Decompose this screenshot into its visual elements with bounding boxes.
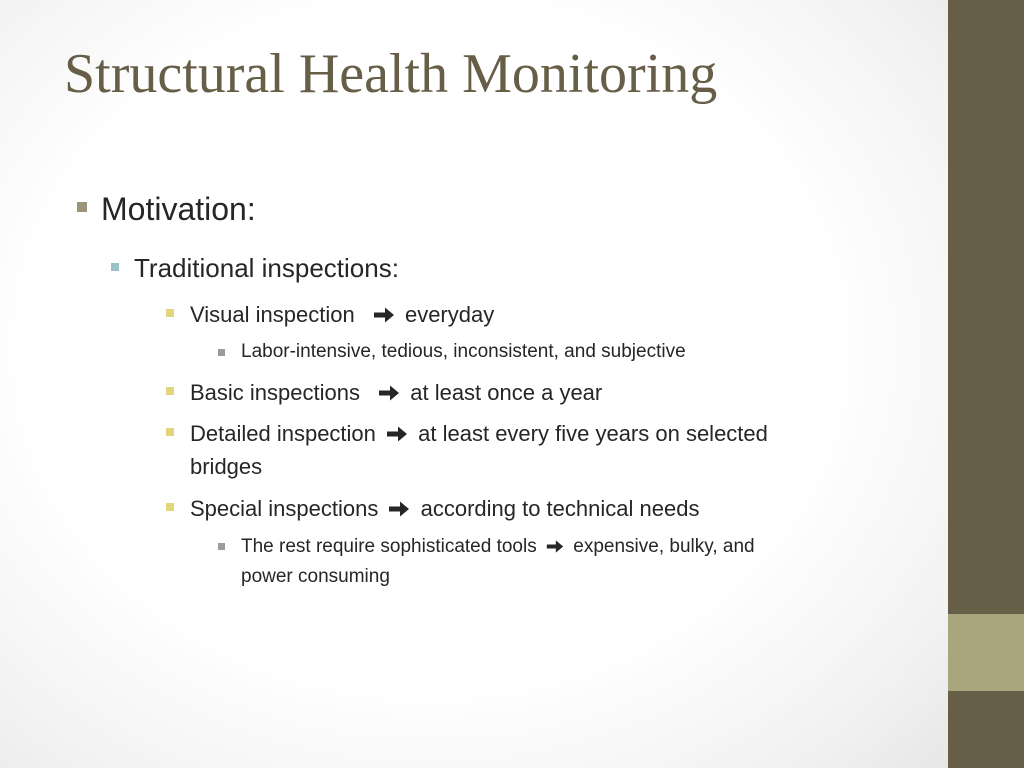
bullet-square — [166, 428, 174, 436]
right-arrow-icon — [373, 306, 395, 324]
item-detail-continued: power consuming — [241, 566, 390, 587]
item-detail-continued: bridges — [190, 454, 263, 479]
bullet-visual-drawbacks: Labor-intensive, tedious, inconsistent, and subjective — [241, 341, 686, 362]
bullet-basic-inspections — [190, 376, 602, 409]
right-arrow-icon — [386, 425, 408, 443]
right-arrow-icon — [388, 500, 410, 518]
item-label: Basic inspections — [190, 380, 360, 405]
bullet-square — [218, 349, 225, 356]
right-arrow-icon — [378, 384, 400, 402]
bullet-special-inspections — [190, 492, 699, 525]
bullet-square — [77, 202, 87, 212]
bullet-traditional-inspections: Traditional inspections: — [134, 253, 399, 283]
bullet-visual-inspection — [190, 298, 494, 331]
item-label: Special inspections — [190, 496, 379, 521]
bullet-square — [111, 263, 119, 271]
bullet-square — [218, 543, 225, 550]
item-detail: according to technical needs — [420, 496, 700, 521]
bullet-square — [166, 387, 174, 395]
item-label: Detailed inspection — [190, 421, 376, 446]
item-detail: everyday — [404, 302, 495, 327]
side-accent-block — [948, 614, 1024, 691]
item-label: The rest require sophisticated tools — [241, 536, 537, 557]
bullet-motivation: Motivation: — [101, 191, 256, 227]
slide-title: Structural Health Monitoring — [64, 43, 718, 105]
right-arrow-icon — [546, 539, 564, 554]
item-label: Visual inspection — [190, 302, 355, 327]
item-detail: expensive, bulky, and — [573, 536, 755, 557]
item-detail: at least once a year — [410, 380, 603, 405]
bullet-square — [166, 503, 174, 511]
item-detail: at least every five years on selected — [418, 421, 768, 446]
bullet-detailed-inspection — [190, 417, 890, 483]
bullet-special-tools — [241, 532, 921, 592]
bullet-square — [166, 309, 174, 317]
